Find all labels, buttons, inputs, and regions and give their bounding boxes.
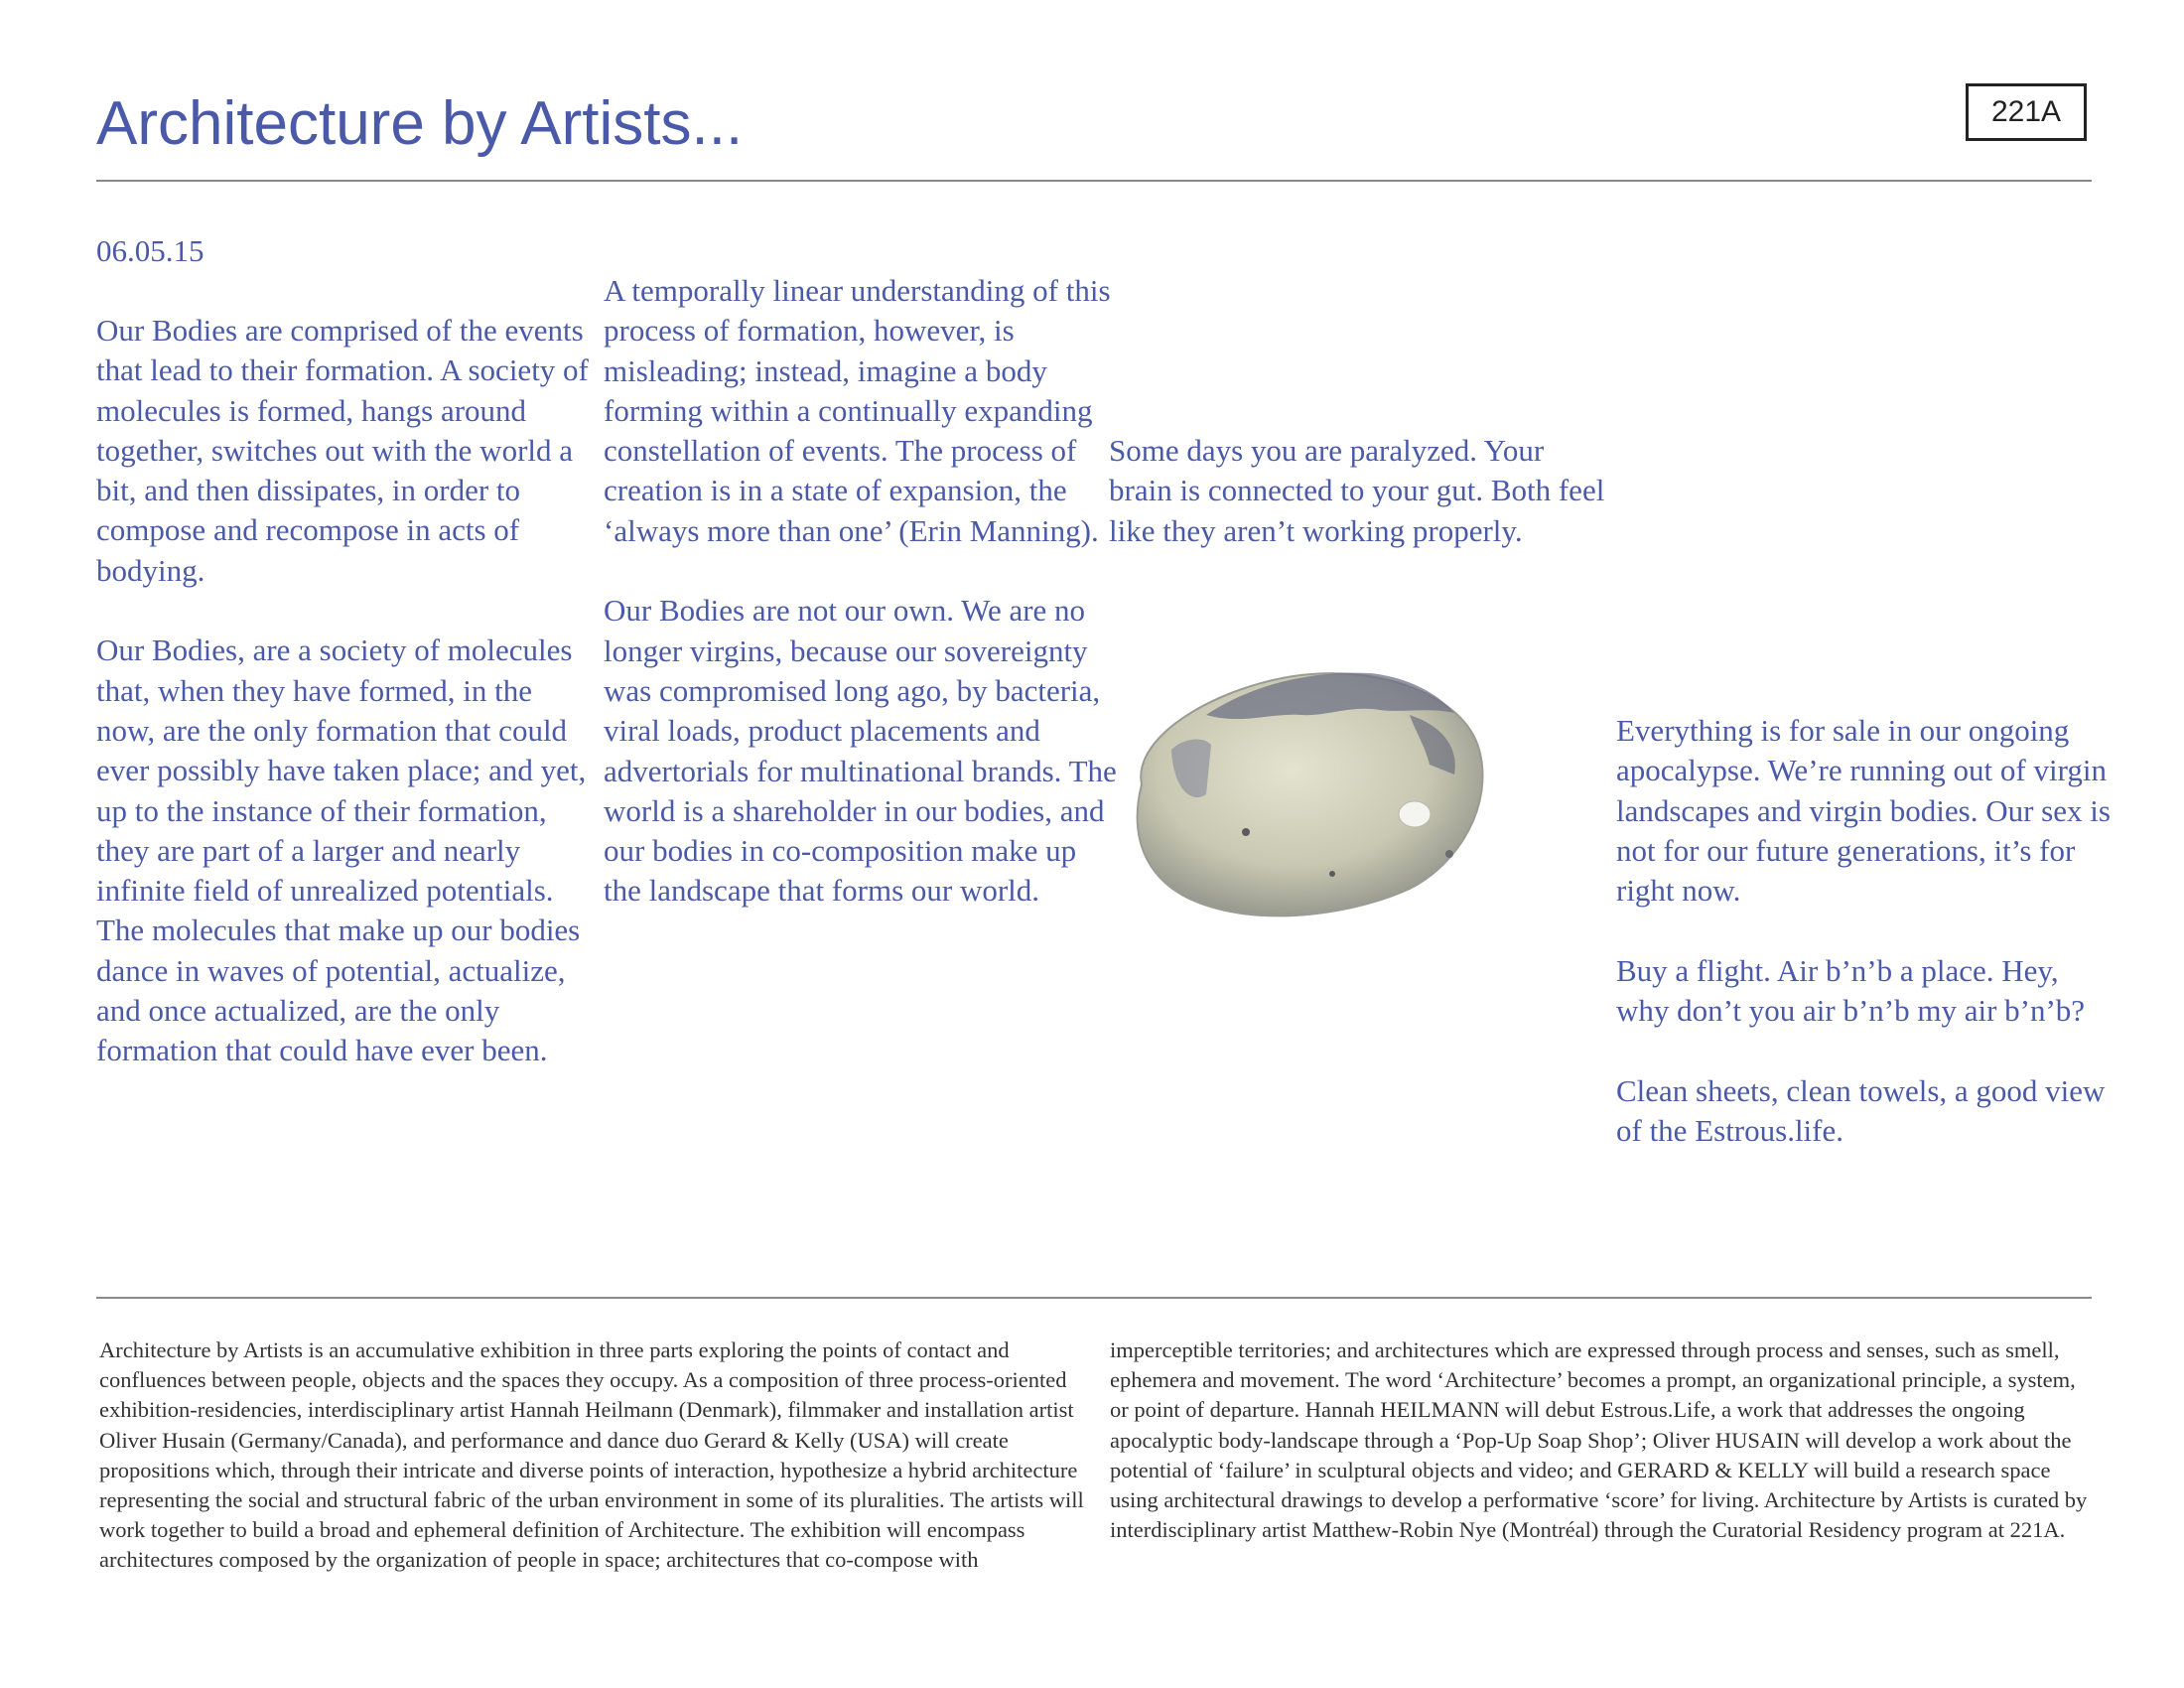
text-column-4 xyxy=(1616,711,2113,1151)
footer-text-right: imperceptible territories; and architectures which are expressed through process and senses, such as smell, ephemera and movement. The word ‘Architecture’ becomes a prompt, an organizational principle, a system, or point of departure. Hannah HEILMANN will debut Estrous.Life, a work that addresses the ongoing apocalyptic body-landscape through a ‘Pop-Up Soap Shop’; Oliver HUSAIN will develop a work about the potential of ‘failure’ in sculptural objects and video; and GERARD & KELLY will build a research space using architectural drawings to develop a performative ‘score’ for living. Architecture by Artists is curated by interdisciplinary artist Matthew-Robin Nye (Montréal) through the Curatorial Residency program at 221A. xyxy=(1110,1337,2088,1543)
paragraph: Everything is for sale in our ongoing apocalypse. We’re running out of virgin landscapes and virgin bodies. Our sex is not for our future generations, it’s for right now. xyxy=(1616,713,2111,909)
text-column-2 xyxy=(604,271,1120,912)
paragraph: Our Bodies are comprised of the events that lead to their formation. A society of molecules is formed, hangs around together, switches out with the world a bit, and then dissipates, in order to compose and recompose in acts of bodying. xyxy=(96,313,589,588)
paragraph: A temporally linear understanding of this process of formation, however, is misleading; instead, imagine a body forming within a continually expanding constellation of events. The process of creation is in a state of expansion, the ‘always more than one’ (Erin Manning). xyxy=(604,273,1111,548)
text-column-3 xyxy=(1109,431,1605,551)
header-divider xyxy=(96,180,2092,182)
text-column-1 xyxy=(96,311,593,1071)
paragraph: Clean sheets, clean towels, a good view of the Estrous.life. xyxy=(1616,1072,2106,1148)
footer-divider xyxy=(96,1297,2092,1299)
page-title: Architecture by Artists... xyxy=(96,89,744,158)
paragraph: Some days you are paralyzed. Your brain is connected to your gut. Both feel like they aren’t working properly. xyxy=(1109,433,1605,548)
footer-text-left: Architecture by Artists is an accumulative exhibition in three parts exploring the points of contact and confluences between people, objects and the spaces they occupy. As a composition of three process-oriented exhibition-residencies, interdisciplinary artist Hannah Heilmann (Denmark), filmmaker and installation artist Oliver Husain (Germany/Canada), and performance and dance duo Gerard & Kelly (USA) will create propositions which, through their intricate and diverse points of interaction, hypothesize a hybrid architecture representing the social and structural fabric of the urban environment in some of its pluralities. The artists will work together to build a broad and ephemeral definition of Architecture. The exhibition will encompass architectures composed by the organization of people in space; architectures that co-compose with xyxy=(99,1337,1084,1573)
paragraph: Our Bodies are not our own. We are no longer virgins, because our sovereignty was compromised long ago, by bacteria, viral loads, product placements and advertorials for multinational brands. The world is a shareholder in our bodies, and our bodies in co-composition make up the landscape that forms our world. xyxy=(604,593,1117,909)
paragraph: Our Bodies, are a society of molecules that, when they have formed, in the now, are the only formation that could ever possibly have taken place; and yet, up to the instance of their formation, they are part of a larger and nearly infinite field of unrealized potentials. The molecules that make up our bodies dance in waves of potential, actualize, and once actualized, are the only formation that could have ever been. xyxy=(96,633,587,1068)
paragraph: Buy a flight. Air b’n’b a place. Hey, why don’t you air b’n’b my air b’n’b? xyxy=(1616,952,2086,1029)
221a-logo-badge: 221A xyxy=(1966,83,2087,141)
date-label: 06.05.15 xyxy=(96,233,205,268)
soap-bar-image xyxy=(1112,655,1509,933)
